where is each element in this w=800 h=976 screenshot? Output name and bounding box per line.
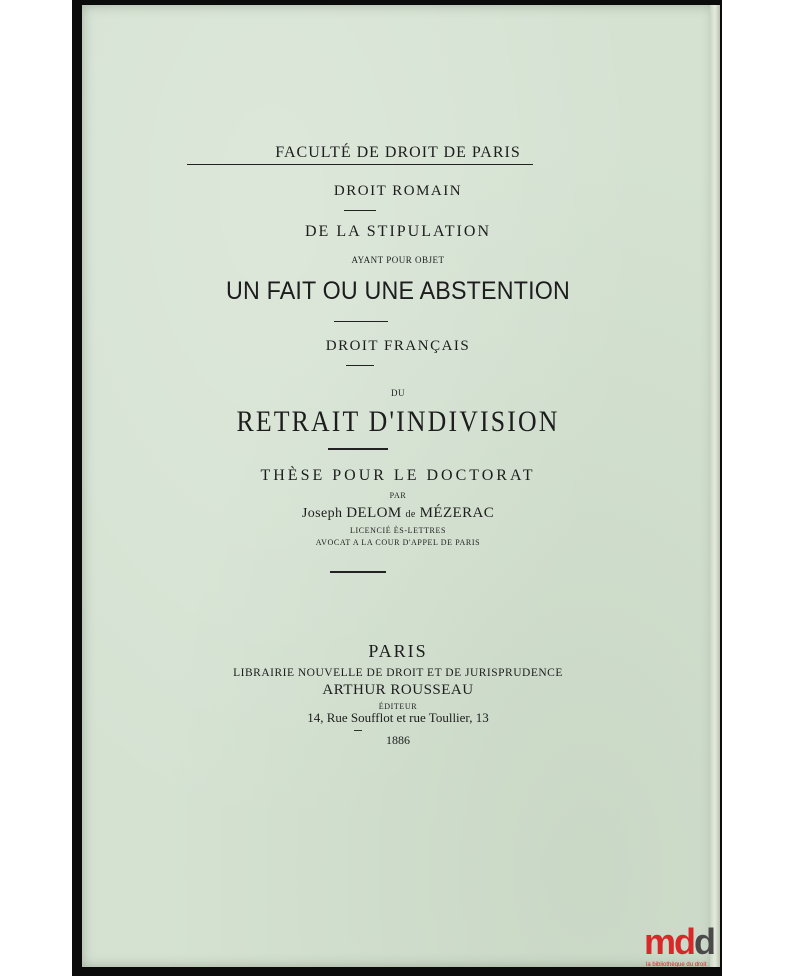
part2-rule: [346, 365, 374, 366]
part2-heading: DROIT FRANÇAIS: [325, 338, 471, 354]
author-last-name: DELOM: [346, 505, 402, 521]
part1-title-main: DE LA STIPULATION: [305, 223, 491, 240]
bookseller-name: LIBRAIRIE NOUVELLE DE DROIT ET DE JURISPRUDENCE: [233, 667, 563, 679]
part1-end-rule: [334, 321, 388, 322]
part1-rule: [344, 210, 376, 211]
part1-heading: DROIT ROMAIN: [333, 183, 463, 199]
book-cover: [82, 5, 714, 967]
logo-mark: [644, 921, 715, 962]
author-name: [82, 505, 714, 522]
logo-letter-d: d: [674, 921, 695, 962]
publisher-name: ARTHUR ROUSSEAU: [322, 682, 474, 698]
part1-title-subject: UN FAIT OU UNE ABSTENTION: [226, 277, 570, 305]
thesis-title: THÈSE POUR LE DOCTORAT: [260, 467, 536, 484]
part2-title-main: RETRAIT D'INDIVISION: [236, 405, 560, 438]
faculty-heading: FACULTÉ DE DROIT DE PARIS: [275, 144, 521, 161]
author-place: MÉZERAC: [419, 505, 495, 521]
publisher-address: 14, Rue Soufflot et rue Toullier, 13: [307, 710, 489, 725]
publication-city: PARIS: [368, 641, 428, 661]
by-label: PAR: [389, 491, 407, 500]
part1-title-connector: AYANT POUR OBJET: [351, 255, 445, 265]
author-end-rule: [330, 571, 386, 573]
author-first-name: Joseph: [301, 506, 343, 521]
author-degree: LICENCIÉ ÈS-LETTRES: [349, 526, 447, 535]
publication-year: 1886: [386, 733, 410, 747]
author-particle: de: [405, 509, 416, 520]
author-role: AVOCAT A LA COUR D'APPEL DE PARIS: [315, 538, 481, 547]
logo-letter-m: m: [644, 921, 675, 962]
part2-title-connector: DU: [391, 388, 405, 398]
part2-end-rule: [328, 448, 388, 450]
mdd-logo: [644, 921, 724, 974]
logo-tagline: la bibliothèque du droit: [646, 962, 707, 968]
faculty-rule: [187, 164, 533, 165]
year-dash: [354, 730, 362, 731]
logo-letter-d-gray: d: [694, 921, 715, 962]
publisher-role: ÉDITEUR: [378, 702, 418, 711]
